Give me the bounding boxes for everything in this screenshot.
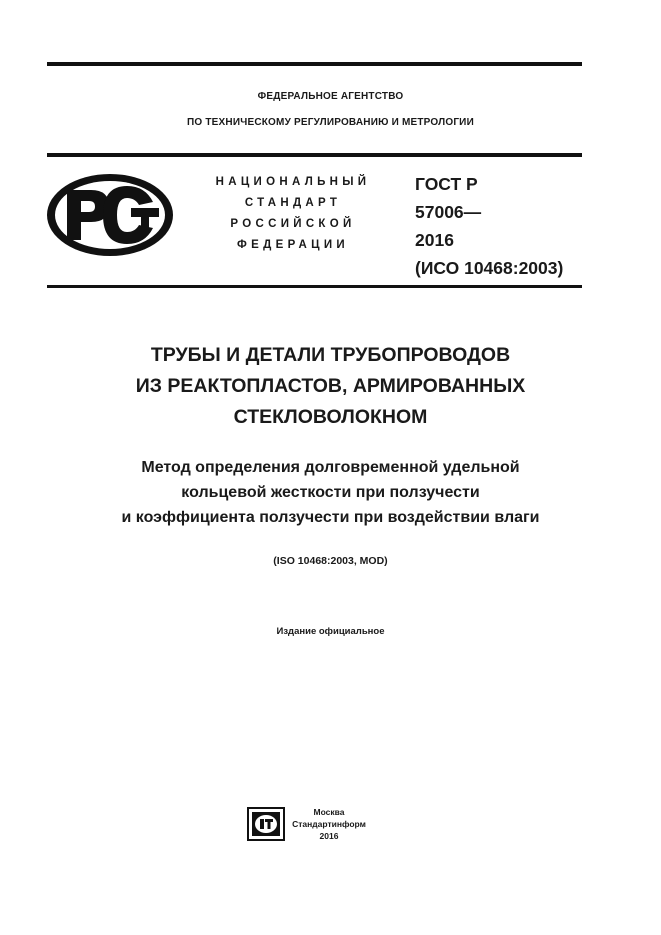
agency-name-line1: ФЕДЕРАЛЬНОЕ АГЕНТСТВО: [257, 91, 404, 102]
standartinform-logo-icon: [247, 807, 285, 841]
title-line1: ТРУБЫ И ДЕТАЛИ ТРУБОПРОВОДОВ: [150, 344, 511, 366]
subtitle-line3: и коэффициента ползучести при воздействии влаги: [121, 509, 540, 526]
publisher-city: Москва: [313, 807, 345, 817]
bottom-rule: [47, 285, 582, 288]
national-standard-label: [198, 172, 388, 256]
publisher-name: Стандартинформ: [292, 819, 366, 829]
title-line3: СТЕКЛОВОЛОКНОМ: [233, 406, 428, 428]
designation-line4: (ИСО 10468:2003): [415, 258, 564, 278]
publisher-info: [292, 806, 366, 842]
publisher-year: 2016: [319, 831, 339, 841]
national-standard-line4: ФЕДЕРАЦИИ: [237, 239, 349, 251]
national-standard-line2: СТАНДАРТ: [244, 197, 342, 209]
national-standard-line3: РОССИЙСКОЙ: [230, 218, 356, 230]
top-rule: [47, 62, 582, 66]
middle-rule: [47, 153, 582, 157]
subtitle-line2: кольцевой жесткости при ползучести: [181, 484, 480, 501]
rst-certification-mark-icon: [45, 172, 175, 258]
designation-line1: ГОСТ Р: [415, 174, 478, 194]
agency-name-line2: ПО ТЕХНИЧЕСКОМУ РЕГУЛИРОВАНИЮ И МЕТРОЛОГИИ: [187, 117, 474, 128]
document-title: [0, 340, 661, 433]
title-line2: ИЗ РЕАКТОПЛАСТОВ, АРМИРОВАННЫХ: [135, 375, 526, 397]
designation-line3: 2016: [415, 230, 454, 250]
document-subtitle: [0, 455, 661, 530]
standard-designation: [415, 170, 563, 282]
subtitle-line1: Метод определения долговременной удельной: [141, 459, 520, 476]
national-standard-line1: НАЦИОНАЛЬНЫЙ: [215, 176, 371, 188]
designation-line2: 57006—: [415, 202, 482, 222]
edition-label: Издание официальное: [276, 626, 385, 637]
iso-reference: (ISO 10468:2003, MOD): [273, 555, 388, 567]
